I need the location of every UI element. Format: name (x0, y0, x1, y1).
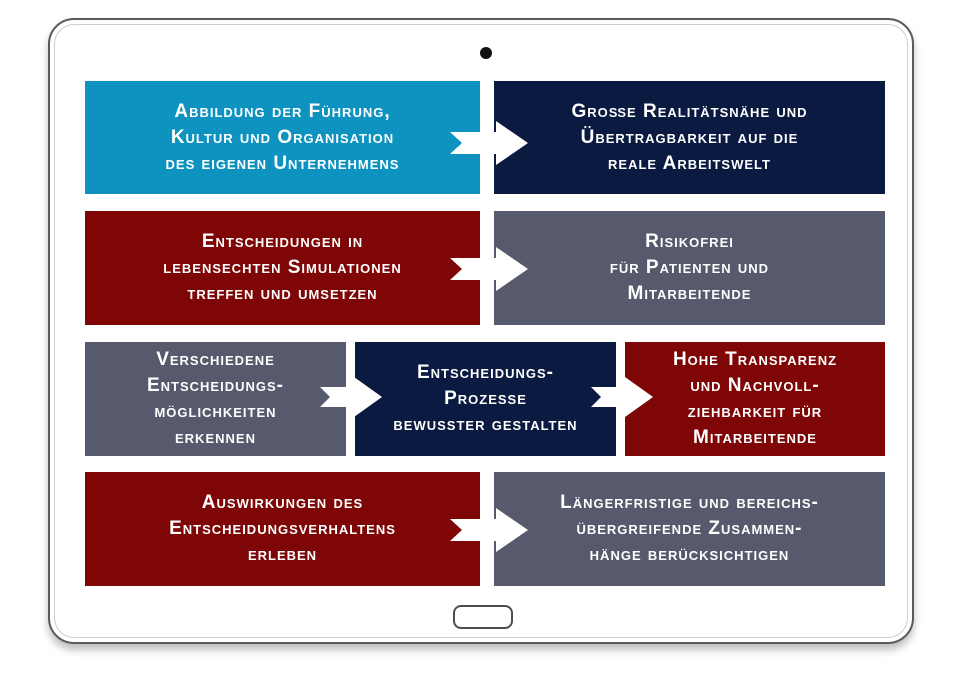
box-row3-left (85, 342, 346, 456)
home-button-icon[interactable] (453, 605, 513, 629)
box-row4-left (85, 472, 480, 586)
arrow-right-icon (450, 121, 532, 165)
box-row3-left-text: Verschiedene Entscheidungs- möglichkeiten erkennen (146, 349, 284, 448)
box-row3-middle (355, 342, 616, 456)
box-row4-right (494, 472, 885, 586)
arrow-right-icon (320, 377, 384, 417)
box-row3-middle-text: Entscheidungs- Prozesse bewusster gestalten (393, 362, 578, 435)
box-row4-right-text: Längerfristige und bereichs- übergreifende Zusammen- hänge berücksichtigen (560, 492, 819, 565)
box-row2-left (85, 211, 480, 325)
box-row2-left-text: Entscheidungen in lebensechten Simulationen treffen und umsetzen (163, 231, 402, 304)
box-row2-right (494, 211, 885, 325)
arrow-right-icon (450, 508, 532, 552)
arrow-right-icon (450, 247, 532, 291)
box-row1-left-text: Abbildung der Führung, Kultur und Organisation des eigenen Unternehmens (165, 100, 400, 174)
box-row3-right (625, 342, 885, 456)
box-row2-right-text: Risikofrei für Patienten und Mitarbeitende (609, 231, 770, 304)
arrow-right-icon (591, 377, 655, 417)
box-row1-right (494, 81, 885, 194)
box-row1-left (85, 81, 480, 194)
box-row4-left-text: Auswirkungen des Entscheidungsverhaltens erleben (169, 492, 396, 565)
camera-icon (480, 47, 492, 59)
box-row3-right-text: Hohe Transparenz und Nachvoll- ziehbarkeit für Mitarbeitende (672, 349, 838, 448)
box-row1-right-text: Große Realitätsnähe und Übertragbarkeit auf die reale Arbeitswelt (571, 100, 808, 174)
